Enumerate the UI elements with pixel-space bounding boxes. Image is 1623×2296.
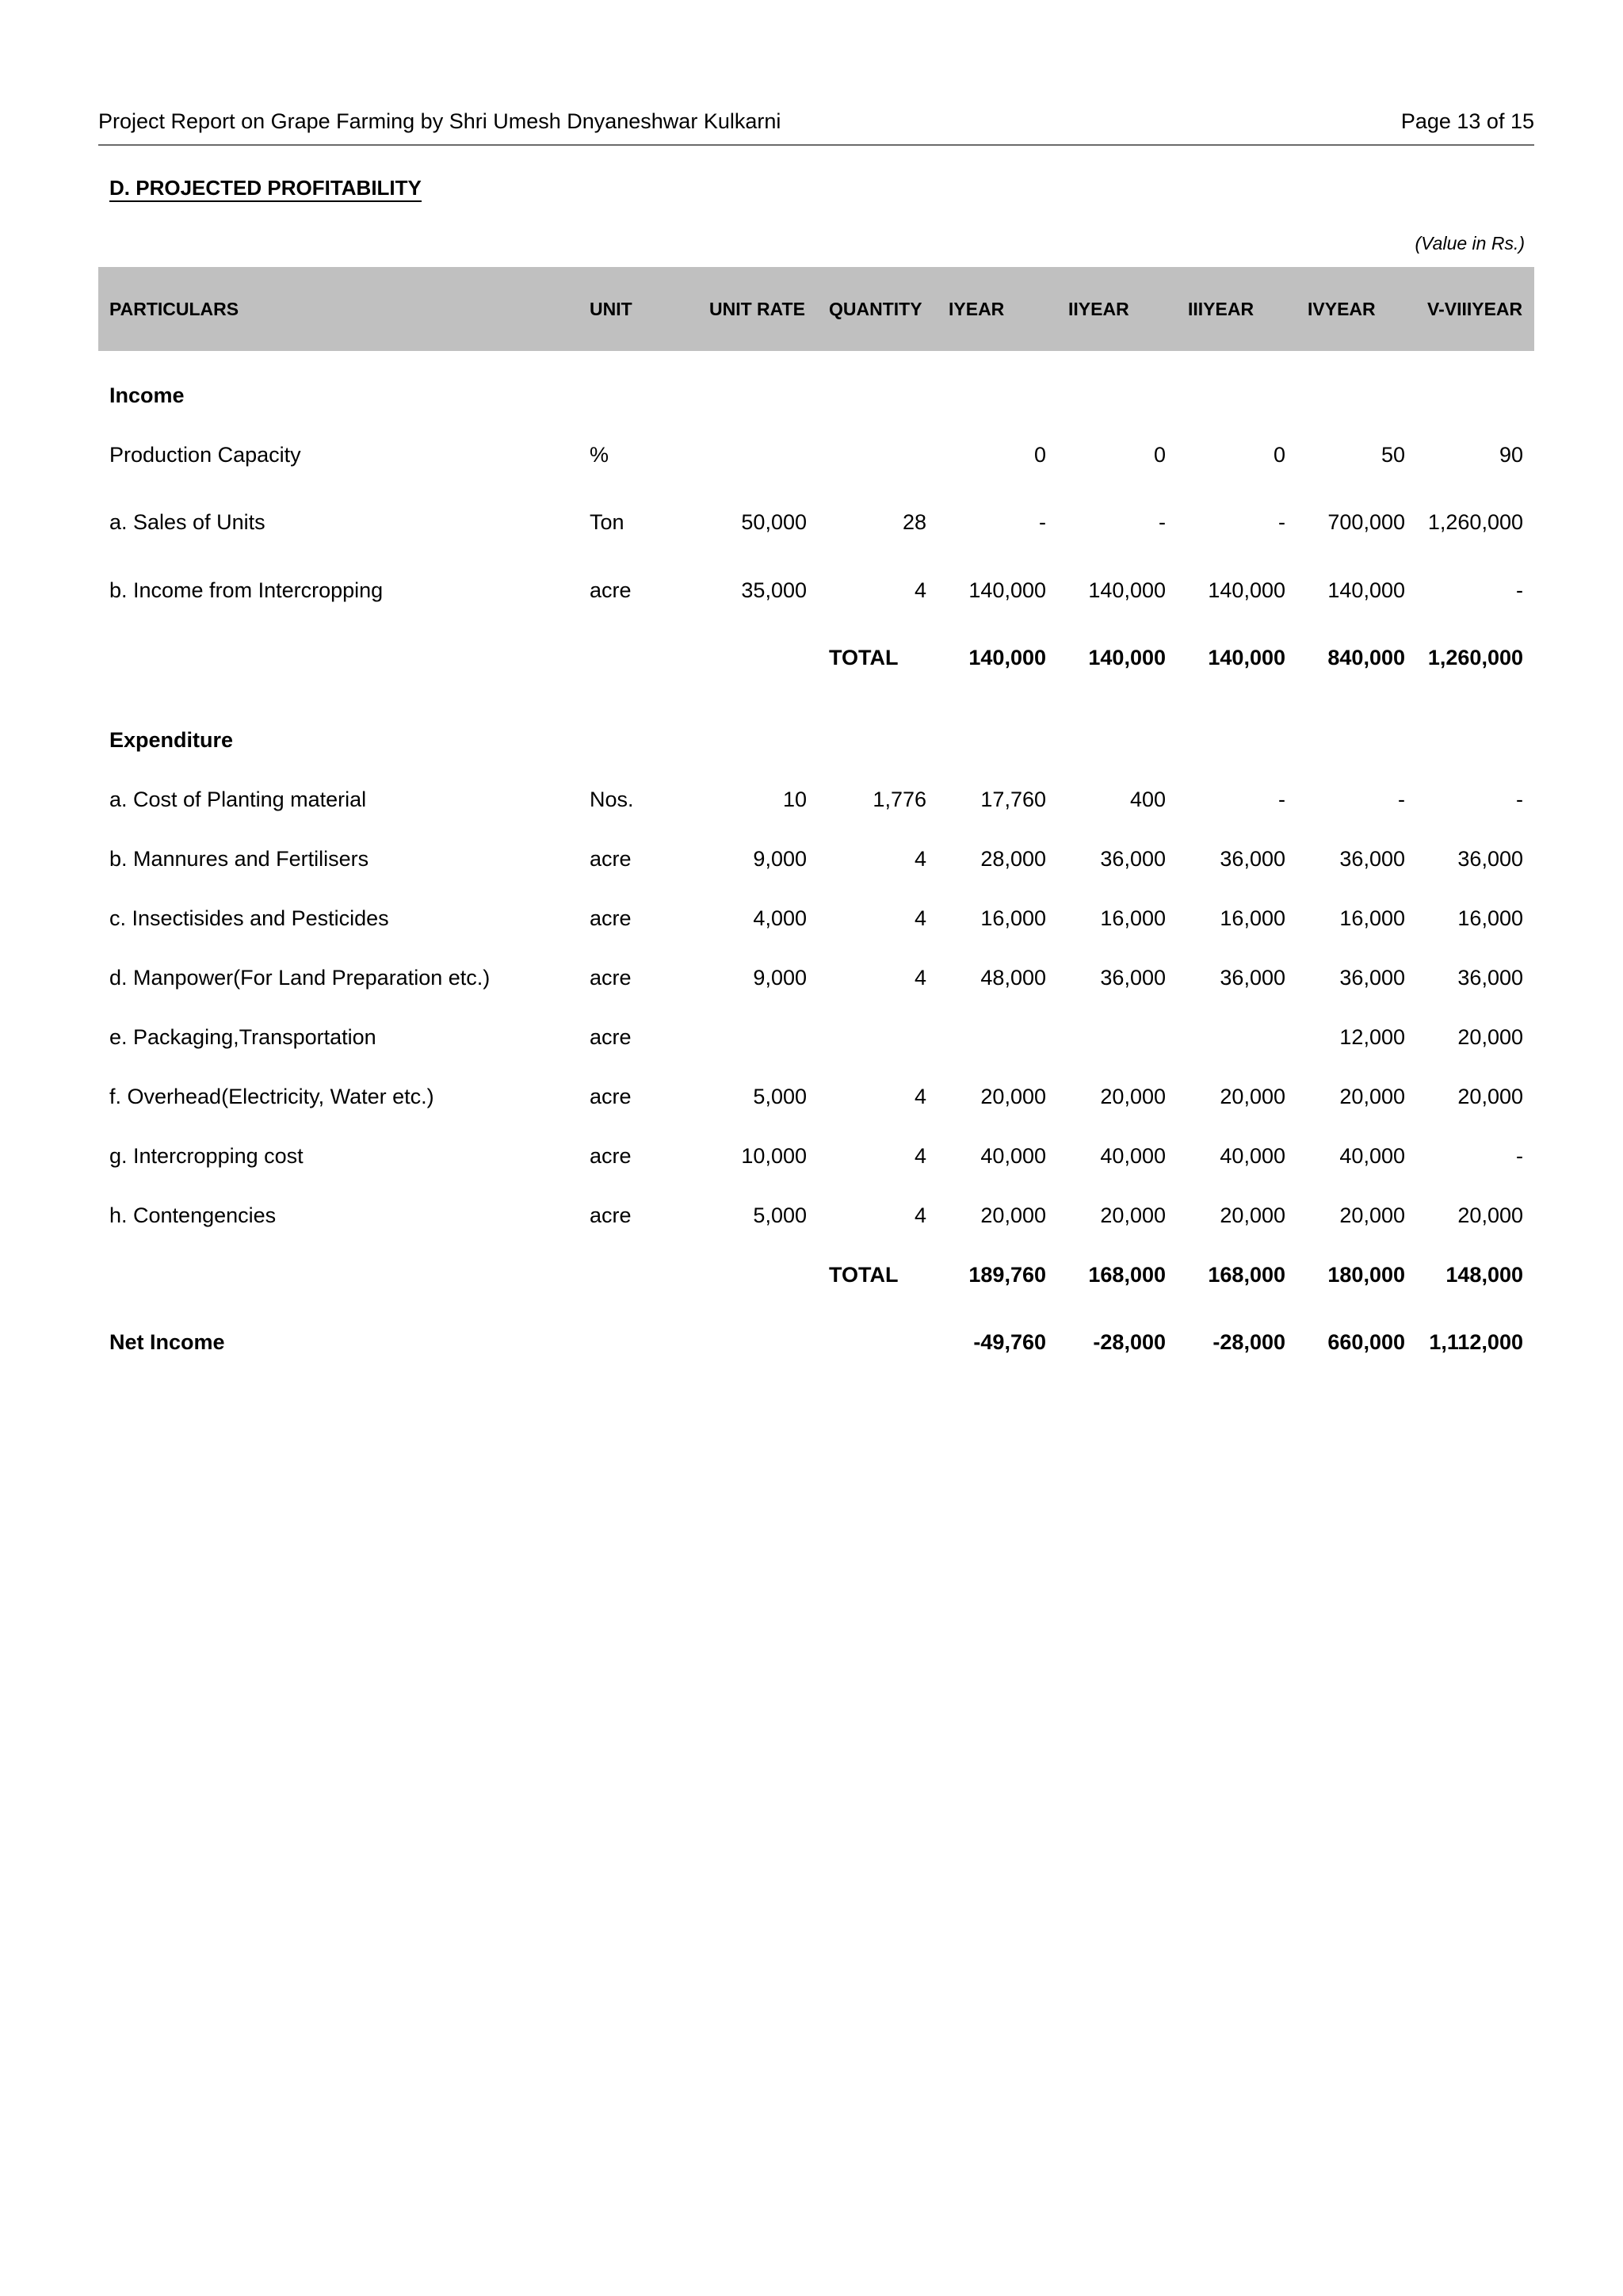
- cell: 20,000: [1220, 1203, 1285, 1227]
- page-number: Page 13 of 15: [1400, 109, 1534, 133]
- column-header: UNIT RATE: [698, 267, 818, 351]
- unit-cell: %: [590, 442, 609, 467]
- group-label: Income: [109, 383, 185, 407]
- income-group-row: [98, 351, 1534, 425]
- cell: 140,000: [1088, 646, 1166, 669]
- cell: 50: [1381, 442, 1405, 467]
- row-label: b. Mannures and Fertilisers: [109, 846, 369, 871]
- cell: [698, 425, 818, 484]
- cell: 36,000: [1100, 965, 1166, 990]
- cell: 20,000: [980, 1203, 1046, 1227]
- table-row: [98, 1126, 1534, 1185]
- cell: 1,260,000: [1427, 510, 1523, 534]
- total-label: TOTAL: [829, 646, 899, 669]
- unit-cell: acre: [590, 965, 632, 990]
- unit-cell: Nos.: [590, 787, 634, 811]
- unit-cell: acre: [590, 1203, 632, 1227]
- cell: 140,000: [968, 646, 1046, 669]
- cell: 660,000: [1327, 1330, 1405, 1354]
- cell: 140,000: [1088, 578, 1166, 602]
- cell: 9,000: [753, 846, 807, 871]
- cell: 36,000: [1457, 965, 1523, 990]
- cell: 5,000: [753, 1203, 807, 1227]
- cell: 0: [1033, 442, 1046, 467]
- cell: 4: [914, 1203, 926, 1227]
- cell: 16,000: [1100, 906, 1166, 930]
- unit-cell: acre: [590, 578, 632, 602]
- unit-cell: Ton: [590, 510, 624, 534]
- cell: 35,000: [741, 578, 807, 602]
- cell: 20,000: [1457, 1084, 1523, 1108]
- cell: 5,000: [753, 1084, 807, 1108]
- cell: 140,000: [968, 578, 1046, 602]
- cell: 10: [782, 787, 807, 811]
- cell: 40,000: [980, 1143, 1046, 1168]
- table-row: [98, 948, 1534, 1007]
- document-title: Project Report on Grape Farming by Shri Umesh Dnyaneshwar Kulkarni: [98, 109, 781, 133]
- cell: 40,000: [1100, 1143, 1166, 1168]
- cell: -28,000: [1212, 1330, 1285, 1354]
- cell: 20,000: [1339, 1203, 1405, 1227]
- table-row: [98, 1007, 1534, 1066]
- cell: 16,000: [1220, 906, 1285, 930]
- row-label: a. Cost of Planting material: [109, 787, 367, 811]
- cell: 20,000: [1220, 1084, 1285, 1108]
- page-header: [98, 109, 1534, 146]
- table-row: [98, 769, 1534, 829]
- cell: 148,000: [1445, 1262, 1523, 1287]
- cell: 36,000: [1220, 965, 1285, 990]
- column-header: IIIYEAR: [1177, 267, 1296, 351]
- cell: -49,760: [973, 1330, 1046, 1354]
- cell: 0: [1273, 442, 1285, 467]
- cell: -: [1516, 578, 1523, 602]
- column-header: UNIT: [579, 267, 698, 351]
- cell: 16,000: [1339, 906, 1405, 930]
- unit-cell: acre: [590, 1084, 632, 1108]
- cell: 90: [1499, 442, 1523, 467]
- unit-cell: acre: [590, 906, 632, 930]
- cell: 50,000: [741, 510, 807, 534]
- cell: 48,000: [980, 965, 1046, 990]
- cell: 36,000: [1339, 965, 1405, 990]
- cell: 4: [914, 1143, 926, 1168]
- column-header: QUANTITY: [818, 267, 938, 351]
- cell: 4,000: [753, 906, 807, 930]
- expenditure-group-row: [98, 696, 1534, 769]
- row-label: f. Overhead(Electricity, Water etc.): [109, 1084, 434, 1108]
- table-row: [98, 829, 1534, 888]
- value-unit-note: (Value in Rs.): [1415, 233, 1525, 254]
- cell: -28,000: [1093, 1330, 1166, 1354]
- table-header-row: [98, 267, 1534, 351]
- net-income-label: Net Income: [109, 1330, 225, 1354]
- cell: 28: [902, 510, 926, 534]
- group-label: Expenditure: [109, 727, 234, 752]
- cell: [1177, 1007, 1296, 1066]
- cell: 40,000: [1220, 1143, 1285, 1168]
- table-row: [98, 1185, 1534, 1245]
- cell: 4: [914, 578, 926, 602]
- total-label: TOTAL: [829, 1262, 899, 1287]
- cell: 20,000: [980, 1084, 1046, 1108]
- cell: 28,000: [980, 846, 1046, 871]
- cell: 700,000: [1327, 510, 1405, 534]
- row-label: b. Income from Intercropping: [109, 578, 384, 602]
- cell: [818, 1007, 938, 1066]
- cell: 168,000: [1208, 1262, 1285, 1287]
- table-row: [98, 1066, 1534, 1126]
- section-heading: D. PROJECTED PROFITABILITY: [109, 176, 422, 202]
- cell: 40,000: [1339, 1143, 1405, 1168]
- cell: -: [1516, 787, 1523, 811]
- cell: 1,776: [873, 787, 926, 811]
- cell: 400: [1129, 787, 1166, 811]
- row-label: c. Insectisides and Pesticides: [109, 906, 389, 930]
- cell: [1057, 1007, 1177, 1066]
- projected-profitability-table: [98, 267, 1534, 1380]
- cell: 1,260,000: [1427, 646, 1523, 669]
- column-header: IYEAR: [938, 267, 1057, 351]
- table-row: [98, 484, 1534, 560]
- row-label: e. Packaging,Transportation: [109, 1024, 376, 1049]
- cell: 140,000: [1208, 578, 1285, 602]
- cell: -: [1398, 787, 1405, 811]
- table-row: [98, 425, 1534, 484]
- cell: -: [1516, 1143, 1523, 1168]
- cell: 168,000: [1088, 1262, 1166, 1287]
- table-row: [98, 560, 1534, 620]
- column-header: V-VIIIYEAR: [1416, 267, 1534, 351]
- row-label: h. Contengencies: [109, 1203, 277, 1227]
- cell: -: [1278, 787, 1285, 811]
- cell: 140,000: [1327, 578, 1405, 602]
- cell: 1,112,000: [1429, 1330, 1523, 1354]
- row-label: d. Manpower(For Land Preparation etc.): [109, 965, 491, 990]
- cell: 10,000: [741, 1143, 807, 1168]
- cell: 4: [914, 1084, 926, 1108]
- column-header: IVYEAR: [1296, 267, 1416, 351]
- unit-cell: acre: [590, 1024, 632, 1049]
- cell: 36,000: [1457, 846, 1523, 871]
- cell: 36,000: [1100, 846, 1166, 871]
- cell: 0: [1153, 442, 1166, 467]
- unit-cell: acre: [590, 1143, 632, 1168]
- cell: 180,000: [1327, 1262, 1405, 1287]
- row-label: g. Intercropping cost: [109, 1143, 304, 1168]
- cell: 36,000: [1220, 846, 1285, 871]
- expenditure-total-row: [98, 1245, 1534, 1304]
- cell: 840,000: [1327, 646, 1405, 669]
- cell: 4: [914, 965, 926, 990]
- cell: 9,000: [753, 965, 807, 990]
- net-income-row: [98, 1304, 1534, 1380]
- cell: 4: [914, 906, 926, 930]
- cell: 16,000: [1457, 906, 1523, 930]
- cell: 20,000: [1457, 1203, 1523, 1227]
- cell: 20,000: [1339, 1084, 1405, 1108]
- cell: 20,000: [1100, 1084, 1166, 1108]
- cell: 17,760: [980, 787, 1046, 811]
- cell: 20,000: [1457, 1024, 1523, 1049]
- cell: 16,000: [980, 906, 1046, 930]
- row-label: a. Sales of Units: [109, 510, 265, 534]
- cell: -: [1039, 510, 1046, 534]
- cell: [818, 425, 938, 484]
- cell: 12,000: [1339, 1024, 1405, 1049]
- income-total-row: [98, 620, 1534, 696]
- unit-cell: acre: [590, 846, 632, 871]
- cell: 36,000: [1339, 846, 1405, 871]
- cell: 20,000: [1100, 1203, 1166, 1227]
- cell: 140,000: [1208, 646, 1285, 669]
- cell: [938, 1007, 1057, 1066]
- cell: 4: [914, 846, 926, 871]
- cell: [698, 1007, 818, 1066]
- table-row: [98, 888, 1534, 948]
- column-header: IIYEAR: [1057, 267, 1177, 351]
- cell: -: [1159, 510, 1166, 534]
- cell: 189,760: [968, 1262, 1046, 1287]
- cell: -: [1278, 510, 1285, 534]
- column-header: PARTICULARS: [98, 267, 579, 351]
- row-label: Production Capacity: [109, 442, 301, 467]
